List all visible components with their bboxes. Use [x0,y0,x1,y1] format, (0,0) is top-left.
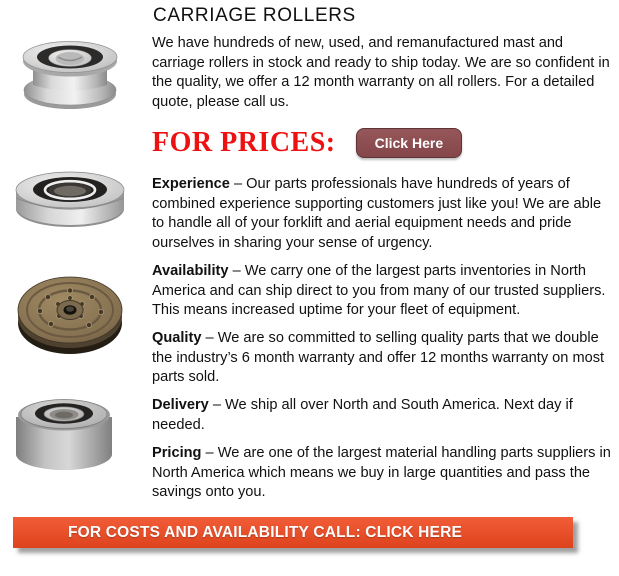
costs-availability-banner-label: FOR COSTS AND AVAILABILITY CALL: CLICK HERE [67,523,463,541]
section-quality-heading: Quality [152,330,202,346]
intro-paragraph: We have hundreds of new, used, and remanufactured mast and carriage rollers in stock and ready to ship today. We are so confident in the quality, we offer a 12 month warranty on all rollers. For a detailed quote, please call us. [152,35,610,110]
grooved-flanged-carriage-roller-photo [14,13,126,117]
section-availability [152,262,616,321]
section-delivery [152,396,616,435]
steel-drum-roller-bearing-photo [12,384,118,476]
section-pricing-heading: Pricing [152,445,202,461]
section-quality-body: – We are so committed to selling quality parts that we double the industry’s 6 month warranty and offer 12 months warranty on most parts sold. [152,330,605,385]
steel-mast-roller-bearing-photo [8,146,132,238]
section-pricing [152,444,616,503]
section-experience [152,175,616,253]
bronze-idler-pulley-photo [13,267,127,359]
click-here-button[interactable]: Click Here [356,128,462,158]
section-quality [152,329,616,388]
for-prices-label: FOR PRICES: [152,127,336,158]
section-availability-heading: Availability [152,263,229,279]
section-delivery-heading: Delivery [152,397,209,413]
section-experience-heading: Experience [152,176,230,192]
costs-availability-banner[interactable] [13,517,573,548]
section-availability-body: – We carry one of the largest parts inventories in North America and can ship direct to you from many of our trusted suppliers. This means increased uptime for your fleet of equipment. [152,263,606,318]
section-pricing-body: – We are one of the largest material handling parts suppliers in North America which means we buy in large quantities and pass the savings onto you. [152,445,611,500]
page-title: CARRIAGE ROLLERS [153,5,356,26]
section-delivery-body: – We ship all over North and South America. Next day if needed. [152,397,573,433]
section-experience-body: – Our parts professionals have hundreds of years of combined experience supporting customers just like you! We are able to handle all of your forklift and aerial equipment needs and pride ourselves in sharing your sense of urgency. [152,176,602,251]
for-prices-row [152,127,462,159]
